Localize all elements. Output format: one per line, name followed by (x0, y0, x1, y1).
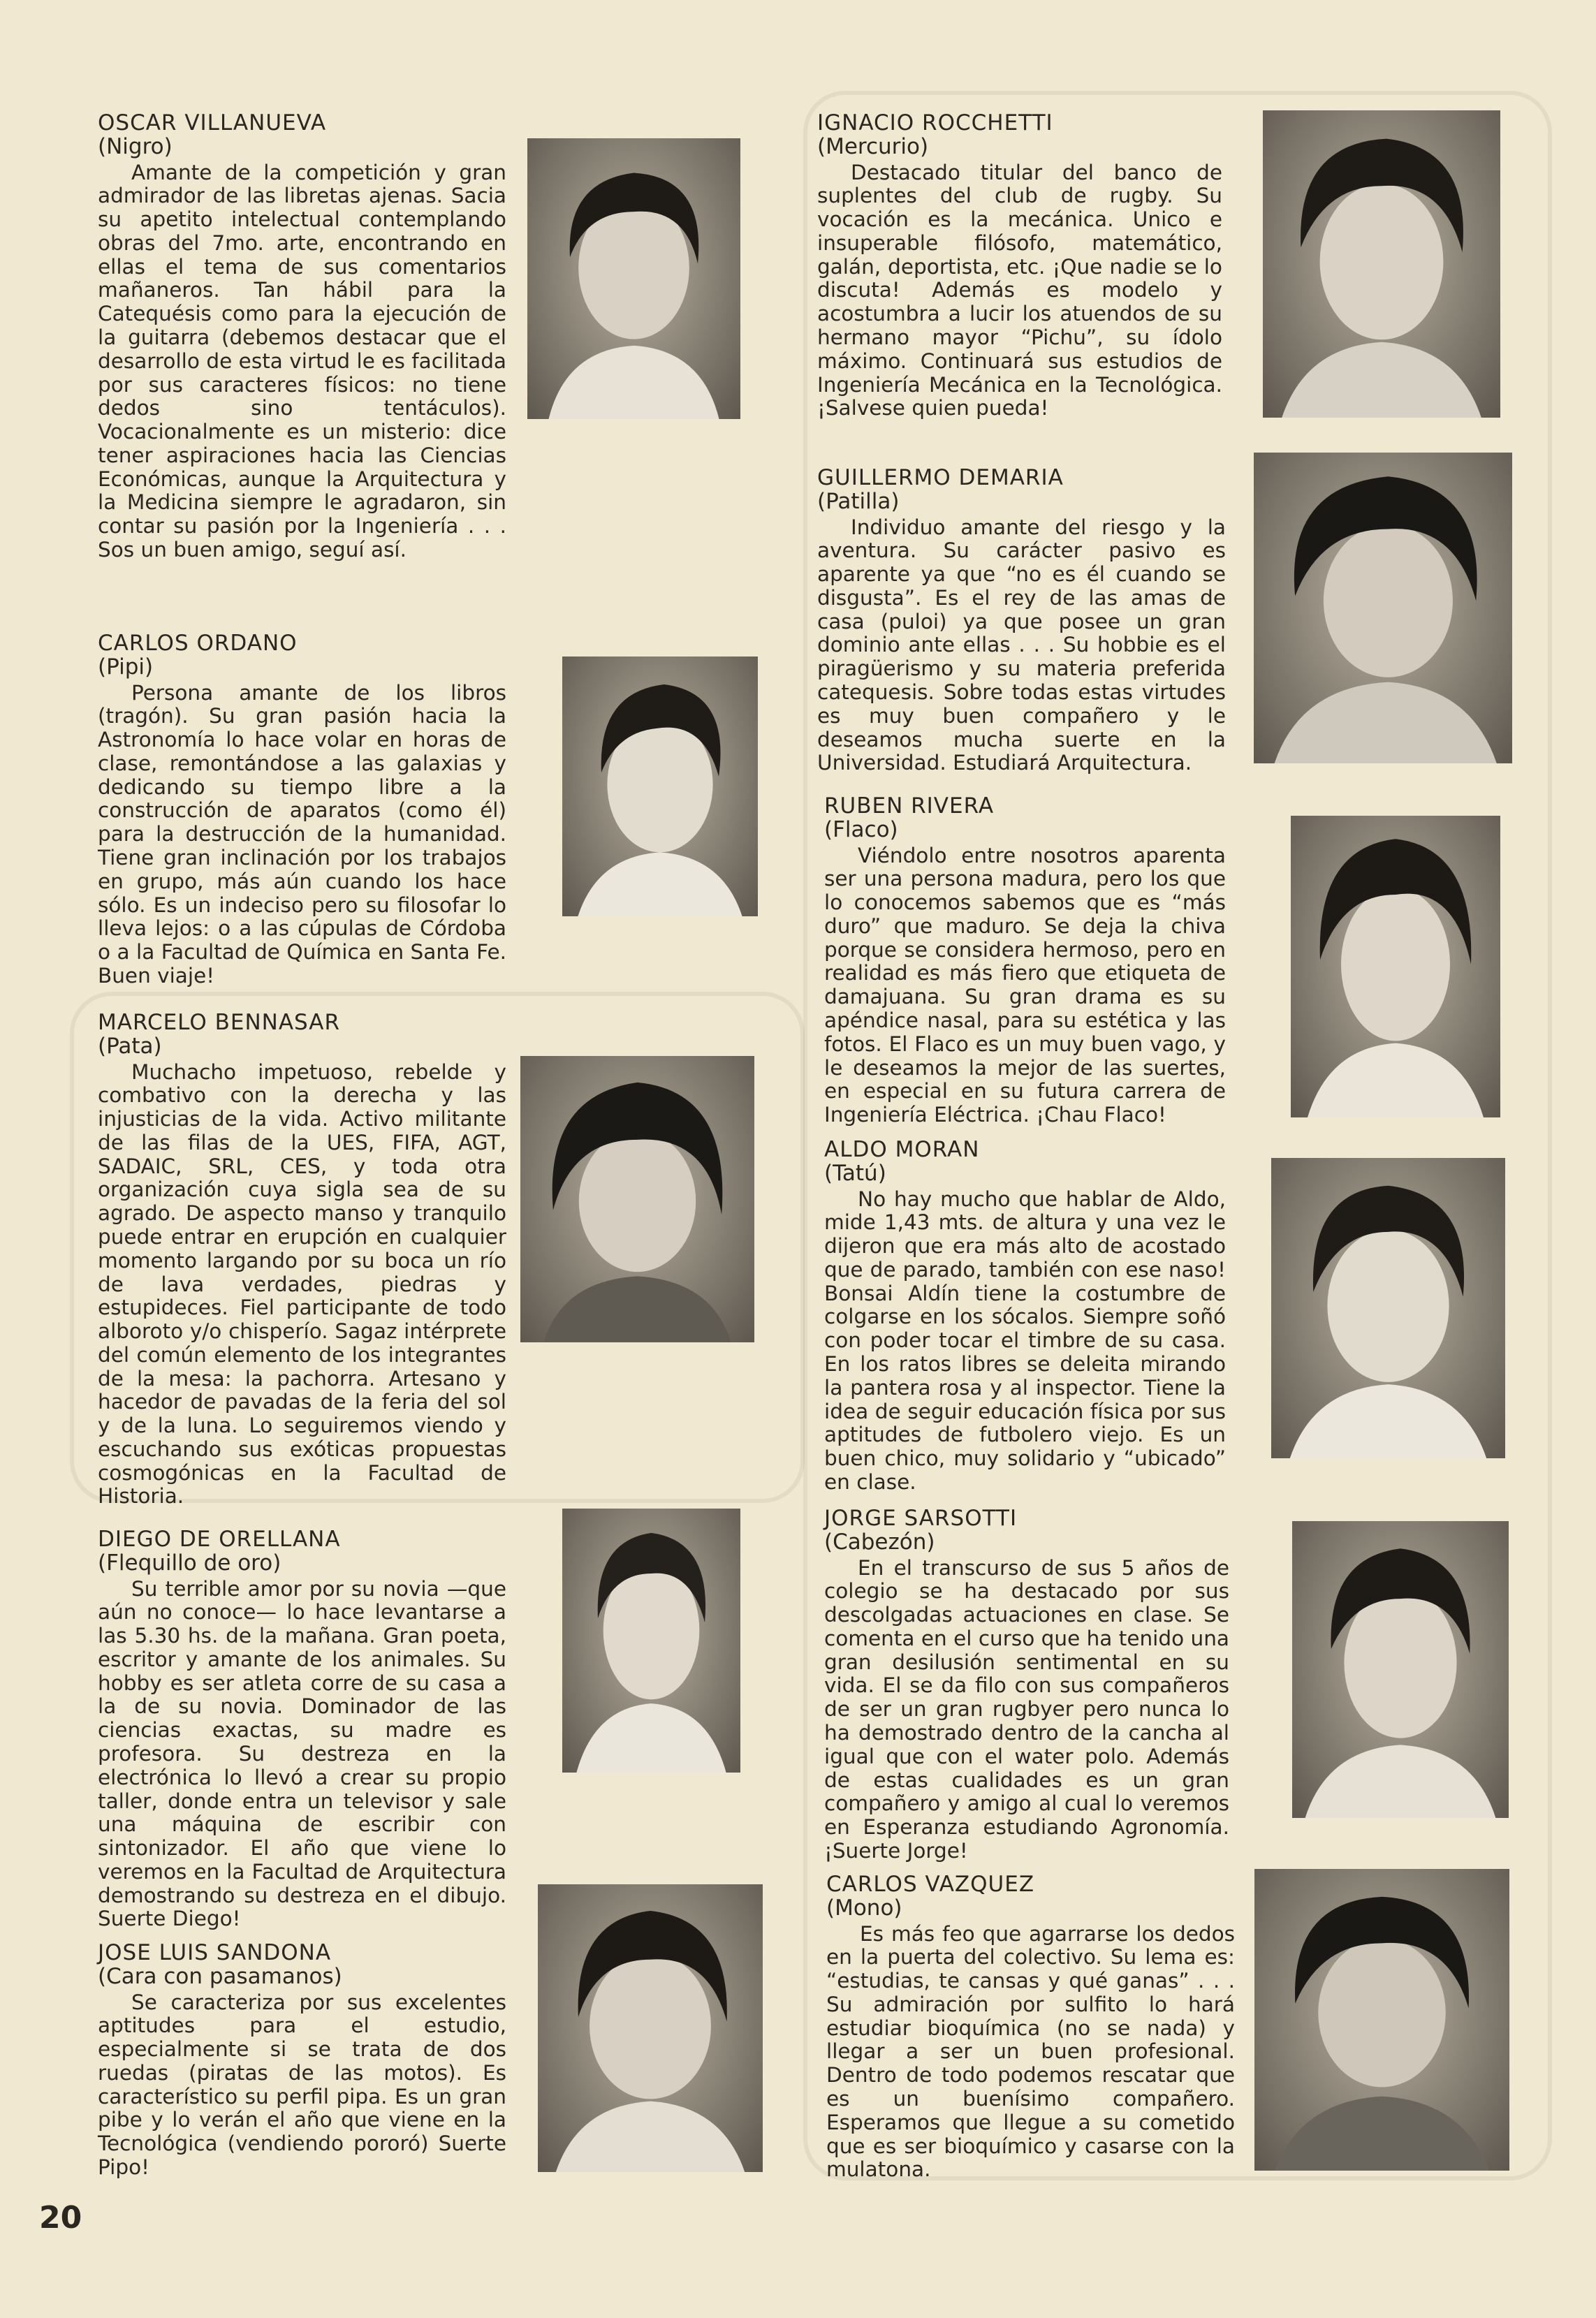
student-bio: Amante de la competición y gran admirador de las libretas ajenas. Sacia su apetito intelectual contemplando obras del 7mo. arte, encontrando en ellas el tema de sus comentarios mañaneros. Tan hábil para la Catequésis como para la ejecución de la guitarra (debemos destacar que el desarrollo de esta virtud le es facilitada por sus caracteres físicos: no tiene dedos sino tentáculos). Vocacionalmente es un misterio: dice tener aspiraciones hacia las Ciencias Económicas, aunque la Arquitectura y la Medicina siempre le agradaron, sin contar su pasión por la Ingeniería . . . Sos un buen amigo, seguí así. (98, 160, 506, 562)
profile-entry (98, 1528, 506, 1931)
student-name: JOSE LUIS SANDONA (98, 1940, 332, 1965)
student-portrait-photo (1263, 110, 1500, 418)
student-bio: Se caracteriza por sus excelentes aptitudes para el estudio, especialmente si se trata de dos ruedas (piratas de las motos). Es característico su perfil pipa. Es un gran pibe y lo verán el año que viene en la Tecnológica (vendiendo pororó) Suerte Pipo! (98, 1990, 506, 2179)
student-bio: En el transcurso de sus 5 años de colegio se ha destacado por sus descolgadas actuaciones en clase. Se comenta en el curso que ha tenido una gran desilusión sentimental en su vida. El se da filo con sus compañeros de ser un gran rugbyer pero nunca lo ha demostrado dentro de la cancha al igual que con el water polo. Además de estas cualidades es un gran compañero y amigo al cual lo veremos en Esperanza estudiando Agronomía. ¡Suerte Jorge! (824, 1555, 1229, 1863)
profile-entry (817, 112, 1222, 420)
student-name: MARCELO BENNASAR (98, 1010, 341, 1035)
student-portrait-photo (538, 1884, 763, 2172)
student-bio: Destacado titular del banco de suplentes del club de rugby. Su vocación es la mecánica. Unico e insuperable filósofo, matemático, galán, deportista, etc. ¡Que nadie se lo discuta! Además es modelo y acostumbra a lucir los atuendos de su hermano mayor “Pichu”, su ídolo máximo. Continuará sus estudios de Ingeniería Mecánica en la Tecnológica. ¡Salvese quien pueda! (817, 160, 1222, 420)
student-bio: Viéndolo entre nosotros aparenta ser una persona madura, pero los que lo conocemos sabemos que es “más duro” que maduro. Se deja la chiva porque se considera hermoso, pero en realidad es más fiero que etiqueta de damajuana. Su gran drama es su apéndice nasal, para su estética y las fotos. El Flaco es un muy buen vago, y le deseamos la mejor de las suertes, en especial en su futura carrera de Ingeniería Eléctrica. ¡Chau Flaco! (824, 843, 1226, 1127)
student-name: GUILLERMO DEMARIA (817, 465, 1064, 490)
student-nickname: (Pata) (98, 1033, 162, 1059)
student-name: CARLOS ORDANO (98, 631, 298, 656)
student-bio: Individuo amante del riesgo y la aventura. Su carácter pasivo es aparente ya que “no es él cuando se disgusta”. Es el rey de las amas de casa (puloi) ya que posee un gran dominio ante ellas . . . Su hobbie es el piragüerismo y su materia preferida catequesis. Sobre todas estas virtudes es muy buen compañero y le deseamos mucha suerte en la Universidad. Estudiará Arquitectura. (817, 515, 1226, 775)
student-portrait-photo (562, 656, 758, 916)
student-portrait-photo (562, 1509, 740, 1773)
student-name: CARLOS VAZQUEZ (826, 1872, 1035, 1897)
student-nickname: (Cara con pasamanos) (98, 1963, 342, 1989)
student-bio: Muchacho impetuoso, rebelde y combativo con la derecha y las injusticias de la vida. Activo militante de las filas de la UES, FIFA, AGT, SADAIC, SRL, CES, y toda otra organización cuya sigla sea de su agrado. De aspecto manso y tranquilo puede entrar en erupción en cualquier momento largando por su boca un río de lava verdades, piedras y estupideces. Fiel participante de todo alboroto y/o chisperío. Sagaz intérprete del común elemento de los integrantes de la mesa: la pachorra. Artesano y hacedor de pavadas de la feria del sol y de la luna. Lo seguiremos viendo y escuchando sus exóticas propuestas cosmogónicas en la Facultad de Historia. (98, 1059, 506, 1509)
student-name: IGNACIO ROCCHETTI (817, 110, 1053, 135)
student-name: ALDO MORAN (824, 1137, 980, 1162)
student-bio: Su terrible amor por su novia —que aún no conoce— lo hace levantarse a las 5.30 hs. de la mañana. Gran poeta, escritor y amante de los animales. Su hobby es ser atleta corre de su casa a la de su novia. Dominador de las ciencias exactas, su madre es profesora. Su destreza en la electrónica lo llevó a crear su propio taller, donde entra un televisor y sale una máquina de escribir con sintonizador. El año que viene lo veremos en la Facultad de Arquitectura demostrando su destreza en el dibujo. Suerte Diego! (98, 1576, 506, 1931)
student-portrait-photo (1291, 816, 1500, 1117)
student-bio: No hay mucho que hablar de Aldo, mide 1,43 mts. de altura y una vez le dijeron que era más alto de acostado que de parado, también con ese naso! Bonsai Aldín tiene la costumbre de colgarse en los sócalos. Siempre soñó con poder tocar el timbre de su casa. En los ratos libres se deleita mirando la pantera rosa y al inspector. Tiene la idea de seguir educación física por sus aptitudes de futbolero viejo. Es un buen chico, muy solidario y “ubicado” en clase. (824, 1187, 1226, 1494)
student-name: JORGE SARSOTTI (824, 1506, 1018, 1531)
student-name: DIEGO DE ORELLANA (98, 1527, 341, 1552)
student-nickname: (Mono) (826, 1895, 902, 1921)
student-nickname: (Flequillo de oro) (98, 1550, 281, 1576)
student-nickname: (Mercurio) (817, 133, 929, 159)
student-name: OSCAR VILLANUEVA (98, 110, 327, 135)
student-portrait-photo (1254, 453, 1512, 763)
profile-entry (824, 1507, 1229, 1863)
student-nickname: (Pipi) (98, 654, 154, 680)
profile-entry (98, 112, 506, 562)
student-nickname: (Patilla) (817, 488, 900, 514)
profile-entry (817, 467, 1226, 775)
student-portrait-photo (527, 138, 740, 419)
profile-entry (824, 1138, 1226, 1495)
student-portrait-photo (520, 1056, 754, 1342)
profile-entry (98, 632, 506, 988)
student-nickname: (Cabezón) (824, 1529, 935, 1555)
student-portrait-photo (1292, 1521, 1509, 1818)
student-name: RUBEN RIVERA (824, 793, 995, 819)
student-portrait-photo (1254, 1869, 1509, 2171)
profile-entry (824, 795, 1226, 1127)
profile-entry (98, 1942, 506, 2180)
student-nickname: (Flaco) (824, 816, 898, 842)
student-bio: Es más feo que agarrarse los dedos en la puerta del colectivo. Su lema es: “estudias, te cansas y qué ganas” . . . Su admiración por sulfito lo hará estudiar bioquímica (no se nada) y llegar a ser un buen profesional. Dentro de todo podemos rescatar que es un buenísimo compañero. Esperamos que llegue a su cometido que es ser bioquímico y casarse con la mulatona. (826, 1921, 1235, 2182)
student-nickname: (Tatú) (824, 1160, 886, 1186)
profile-entry (98, 1011, 506, 1509)
student-bio: Persona amante de los libros (tragón). Su gran pasión hacia la Astronomía lo hace volar en horas de clase, remontándose a las galaxias y dedicando su tiempo libre a la construcción de aparatos (como él) para la destrucción de la humanidad. Tiene gran inclinación por los trabajos en grupo, más aún cuando los hace sólo. Es un indeciso pero su filosofar lo lleva lejos: o a las cúpulas de Córdoba o a la Facultad de Química en Santa Fe. Buen viaje! (98, 680, 506, 988)
student-portrait-photo (1271, 1158, 1505, 1458)
student-nickname: (Nigro) (98, 133, 173, 159)
page-number: 20 (39, 2200, 82, 2236)
profile-entry (826, 1873, 1235, 2182)
